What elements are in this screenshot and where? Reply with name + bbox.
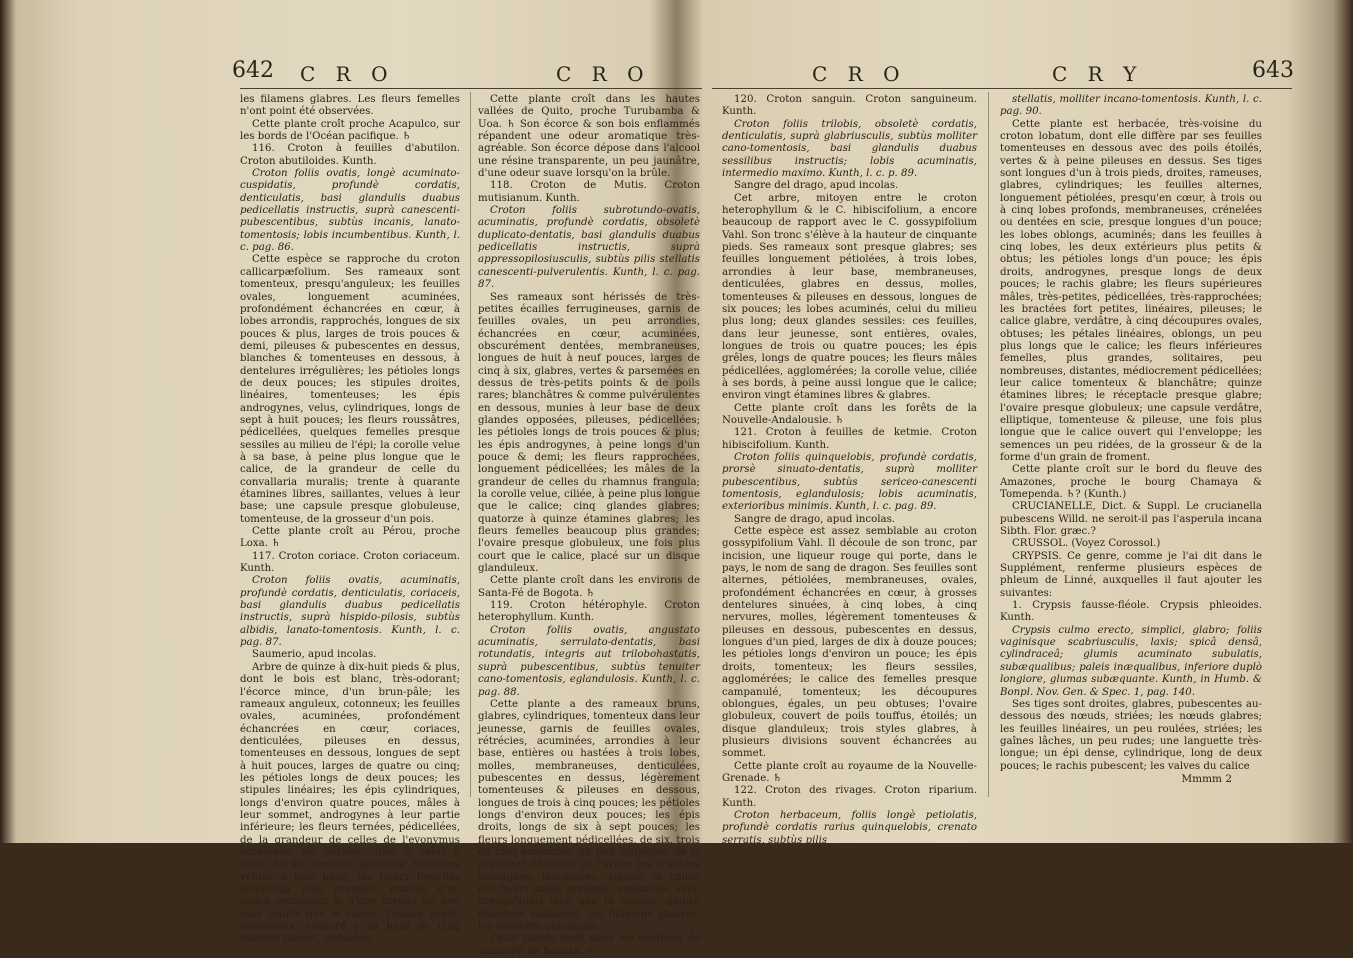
text-column-2 (1000, 94, 1262, 834)
paragraph: 118. Croton de Mutis. Croton mutisianum. Kunth. (478, 180, 700, 204)
paragraph: Cette espèce se rapproche du croton callicarpæfolium. Ses rameaux sont tomenteux, presqu'anguleux; les feuilles ovales, longuement acuminées, profondément échancrées en cœur, à lobes arrondis, rapprochés, longues de six pouces & plus, larges de trois pouces & demi, pileuses & pubescentes en dessus, blanches & tomenteuses en dessous, à dentelures irrégulières; les pétioles longs de deux pouces; les stipules droites, linéaires, tomenteuses; les épis androgynes, velus, cylindriques, longs de sept à huit pouces; les fleurs roussâtres, pédicellées, quelques femelles presque sessiles au milieu de l'épi; la corolle velue à sa base, à peine plus longue que le calice, de la grandeur de celle du convallaria muralis; trente à quarante étamines libres, saillantes, velues à leur base; une capsule presque globuleuse, tomenteuse, de la grosseur d'un pois. (240, 254, 460, 525)
latin-diagnosis: Croton foliis ovatis, acuminatis, profundè cordatis, denticulatis, coriaceis, basi glandulis duabus pedicellatis instructis, suprà hispido-pilosis, subtùs albidis, lanato-tomentosis. Kunth, l. c. pag. 87. (240, 575, 460, 649)
paragraph: Cette plante a des rameaux bruns, glabres, cylindriques, tomenteux dans leur jeunesse, garnis de feuilles ovales, rétrécies, acuminées, arrondies à leur base, entières ou hastées à trois lobes, molles, membraneuses, denticulées, pubescentes en dessus, légèrement tomenteuses & pileuses en dessous, longues de trois à cinq pouces; les pétioles longs d'environ deux pouces; les épis droits, longs de six à sept pouces; les fleurs longuement pédicellées, de six, trois ou cinq ensemble, un peu distantes, de la grandeur de celles de l'orme; les bractées oblongues, lancéolées, aiguës; le calice des fleurs mâles presque campanulé, velu, presqu'aussi long que la corolle; quinze étamines saillantes; les filamens glabres; les anthères oblongues. (478, 698, 700, 933)
paragraph: Cette plante croît dans les forêts de la Nouvelle-Andalousie. ♄ (722, 402, 977, 426)
paragraph: 116. Croton à feuilles d'abutilon. Croton abutiloides. Kunth. (240, 143, 460, 167)
paragraph: 122. Croton des rivages. Croton riparium. Kunth. (722, 785, 977, 809)
paragraph: Sangre de drago, apud incolas. (734, 513, 896, 525)
paragraph: Ses tiges sont droites, glabres, pubescentes au-dessous des nœuds, striées; les nœuds glabres; les feuilles linéaires, un peu roulées, striées; les gaînes lâches, un peu rudes; une languette très-longue; un épi dense, cylindrique, long de deux pouces; le rachis pubescent; les valves du calice (1000, 698, 1262, 772)
latin-diagnosis: Croton foliis ovatis, angustato acuminatis, serrulato-dentatis, basi rotundatis, integris aut trilobohastatis, suprà pubescentibus, subtùs tenuiter cano-tomentosis, eglandulosis. Kunth, l. c. pag. 88. (478, 624, 700, 698)
text-column-1 (240, 94, 460, 945)
latin-diagnosis: Crypsis culmo erecto, simplici, glabro; foliis vaginisque scabriusculis, laxis; spicâ densâ, cylindraceâ; glumis acuminato subulatis, subæqualibus; paleis inæqualibus, inferiore duplò longiore, glumas subæquante. Kunth, in Humb. & Bonpl. Nov. Gen. & Spec. 1, pag. 140. (1000, 624, 1262, 698)
paragraph: Cette plante croît sur le bord du fleuve des Amazones, proche le bourg Chamaya & Tomependa. ♄? (Kunth.) (1000, 464, 1262, 500)
paragraph: 1. Crypsis fausse-fléole. Crypsis phleoides. Kunth. (1000, 600, 1262, 624)
text-column-1 (722, 94, 977, 846)
latin-diagnosis: Croton herbaceum, foliis longè petiolatis, profundè cordatis rarius quinquelobis, crenato serratis, subtùs pilis (722, 809, 977, 846)
header-rule (240, 88, 702, 89)
paragraph: Cet arbre, mitoyen entre le croton heterophyllum & le C. hibiscifolium, a encore beaucoup de rapport avec le C. gossypifolium Vahl. Son tronc s'élève à la hauteur de cinquante pieds. Ses rameaux sont presque glabres; ses feuilles longuement pétiolées, à trois lobes, arrondies à leur base, membraneuses, denticulées, glabres en dessus, molles, tomenteuses & pileuses en dessous, longues de six pouces; les lobes acuminés, celui du milieu plus long; deux glandes sessiles: ces feuilles, dans leur jeunesse, sont entières, ovales, longues de trois ou quatre pouces; les épis grêles, longs de quatre pouces; les fleurs mâles pédicellées, agglomérées; la corolle velue, ciliée à ses bords, à peine aussi longue que le calice; environ vingt étamines libres & glabres. (722, 192, 977, 402)
running-header-right: C R O (556, 62, 651, 86)
paragraph: Saumerio, apud incolas. (252, 649, 377, 661)
text-column-2 (478, 94, 700, 957)
latin-diagnosis: Croton foliis ovatis, longè acuminato-cuspidatis, profundè cordatis, denticulatis, basi glandulis duabus pedicellatis instructis, suprà canescenti-pubescentibus, subtùs incanis, lanato-tomentosis; lobis incumbentibus. Kunth, l. c. pag. 86. (240, 168, 460, 254)
paragraph: 121. Croton à feuilles de ketmie. Croton hibiscifolium. Kunth. (722, 427, 977, 451)
paragraph: CRUSSOL. (Voyez Corossol.) (1012, 538, 1161, 550)
paragraph: Arbre de quinze à dix-huit pieds & plus, dont le bois est blanc, très-odorant; l'écorce mince, d'un brun-pâle; les rameaux anguleux, cotonneux; les feuilles ovales, acuminées, profondément échancrées en cœur, coriaces, denticulées, pileuses en dessus, tomenteuses en dessous, longues de sept à huit pouces, larges de quatre ou cinq; les pétioles longs de deux pouces; les stipules linéaires; les épis cylindriques, longs d'environ quatre pouces, mâles à leur sommet, androgynes à leur partie inférieure; les fleurs ternées, pédicellées, de la grandeur de celles de l'evonymus europæus; les pétales ciliés & velus à leurs bords; environ quarante étamines velues à leur base; les fleurs femelles beaucoup plus grandes, munies d'un calice persistant & d'une corolle un peu plus courte que le calice; l'ovaire ovale, tomenteux, entouré à sa base de cinq glandes jaunes, ondulées. (240, 661, 460, 945)
paragraph: 120. Croton sanguin. Croton sanguineum. Kunth. (722, 94, 977, 118)
paragraph: Cette plante croît dans les environs de Santa-Fé de Bogota. ♄ (478, 933, 700, 957)
paragraph: Cette espèce est assez semblable au croton gossypifolium Vahl. Il découle de son tronc, par incision, une liqueur rouge qui porte, dans le pays, le nom de sang de dragon. Ses feuilles sont alternes, pétiolées, membraneuses, ovales, profondément échancrées en cœur, à grosses dentelures sinuées, à cinq lobes, à cinq nervures, molles, légèrement tomenteuses & pileuses en dessous, pubescentes en dessus, longues d'un pied, larges de dix à douze pouces; les pétioles longs d'environ un pouce; les épis droits, tomenteux; les fleurs sessiles, agglomérées; le calice des femelles presque campanulé, tomenteux; les découpures oblongues, égales, un peu obtuses; l'ovaire globuleux, couvert de poils touffus, étoilés; un disque glanduleux; trois styles glabres, à plusieurs divisions souvent échancrées au sommet. (722, 526, 977, 760)
paragraph: CRYPSIS. Ce genre, comme je l'ai dit dans le Supplément, renferme plusieurs espèces de phleum de Linné, auxquelles il faut ajouter les suivantes: (1000, 550, 1262, 599)
paragraph: Cette plante croît au royaume de la Nouvelle-Grenade. ♄ (722, 760, 977, 784)
page-number: 642 (232, 58, 274, 83)
paragraph: 119. Croton hétérophyle. Croton heterophyllum. Kunth. (478, 600, 700, 624)
paragraph: Cette plante croît proche Acapulco, sur les bords de l'Océan pacifique. ♄ (240, 118, 460, 143)
paragraph: CRUCIANELLE, Dict. & Suppl. Le crucianella pubescens Willd. ne seroit-il pas l'asperula incana Sibth. Flor. græc.? (1000, 501, 1262, 538)
running-header-left: C R O (812, 62, 907, 86)
column-divider (988, 92, 989, 797)
paragraph: Ses rameaux sont hérissés de très-petites écailles ferrugineuses, garnis de feuilles ovales, un peu arrondies, échancrées en cœur, acuminées, obscurément dentées, membraneuses, longues de huit à neuf pouces, larges de cinq à six, glabres, vertes & parsemées en dessus de très-petits points & de poils rares; blanchâtres & comme pulvérulentes en dessous, munies à leur base de deux glandes opposées, pileuses, pédicellées; les pétioles longs de trois pouces & plus; les épis androgynes, à peine longs d'un pouce & demi; les fleurs rapprochées, longuement pédicellées; les mâles de la grandeur de celles du rhamnus frangula; la corolle velue, ciliée, à peine plus longue que le calice; cinq glandes glabres; quatorze à quinze étamines glabres; les fleurs femelles beaucoup plus grandes; l'ovaire presque globuleux, une fois plus court que le calice, placé sur un disque glanduleux. (478, 291, 700, 575)
header-rule (712, 88, 1292, 89)
latin-diagnosis: stellatis, molliter incano-tomentosis. Kunth, l. c. pag. 90. (1000, 94, 1262, 118)
page-number: 643 (1252, 58, 1294, 83)
left-page (232, 0, 700, 957)
paragraph: les filamens glabres. Les fleurs femelles n'ont point été observées. (240, 94, 460, 118)
column-divider (470, 92, 471, 797)
paragraph: Sangre del drago, apud incolas. (734, 180, 899, 192)
paragraph: Cette plante croît dans les environs de Santa-Fé de Bogota. ♄ (478, 575, 700, 599)
latin-diagnosis: Croton foliis trilobis, obsoletè cordatis, denticulatis, suprà glabriusculis, subtùs molliter cano-tomentosis, basi glandulis duabus sessilibus instructis; lobis acuminatis, intermedio maximo. Kunth, l. c. p. 89. (722, 118, 977, 180)
latin-diagnosis: Croton foliis subrotundo-ovatis, acuminatis, profundè cordatis, obsoletè duplicato-dentatis, basi glandulis duabus pedicellatis instructis, suprà appressopilosiusculis, subtùs pilis stellatis canescenti-pulverulentis. Kunth, l. c. pag. 87. (478, 205, 700, 291)
right-page (712, 0, 1312, 846)
paragraph: Cette plante croît dans les hautes vallées de Quito, proche Turubamba & Uoa. ♄ Son écorce & son bois enflammés répandent une odeur aromatique très-agréable. Son écorce dépose dans l'alcool une résine transparente, un peu jaunâtre, d'une odeur suave lorsqu'on la brûle. (478, 94, 700, 180)
paragraph: Cette plante est herbacée, très-voisine du croton lobatum, dont elle diffère par ses feuilles tomenteuses en dessous avec des poils étoilés, vertes & à peine pileuses en dessus. Ses tiges sont longues d'un à trois pieds, droites, rameuses, glabres, cylindriques; les feuilles alternes, longuement pétiolées, presqu'en cœur, à trois ou à cinq lobes profonds, membraneuses, crénelées ou dentées en scie, presque longues d'un pouce; les lobes oblongs, acuminés; dans les feuilles à cinq lobes, les deux extérieurs plus petits & obtus; les pétioles longs d'un pouce; les épis droits, androgynes, presque longs de deux pouces; le rachis glabre; les fleurs supérieures mâles, très-petites, pédicellées, très-rapprochées; les bractées fort petites, linéaires, pileuses; le calice glabre, verdâtre, à cinq découpures ovales, obtuses; les pétales linéaires, oblongs, un peu plus longs que le calice; les fleurs inférieures femelles, plus grandes, solitaires, peu nombreuses, distantes, médiocrement pédicellées; leur calice tomenteux & blanchâtre; quinze étamines libres; le réceptacle presque glabre; l'ovaire presque globuleux; une capsule verdâtre, elliptique, tomenteuse & pileuse, une fois plus longue que le calice ouvert qui l'enveloppe; les semences un peu ridées, de la grosseur & de la forme d'un grain de froment. (1000, 118, 1262, 463)
running-header-right: C R Y (1052, 62, 1144, 86)
paragraph: 117. Croton coriace. Croton coriaceum. Kunth. (240, 550, 460, 575)
signature-mark: Mmmm 2 (1181, 772, 1232, 785)
latin-diagnosis: Croton foliis quinquelobis, profundè cordatis, prorsè sinuato-dentatis, suprà molliter pubescentibus, subtùs sericeo-canescenti tomentosis, eglandulosis; lobis acuminatis, exterioribus minimis. Kunth, l. c. pag. 89. (722, 451, 977, 513)
running-header-left: C R O (300, 62, 395, 86)
paragraph: Cette plante croît au Pérou, proche Loxa. ♄ (240, 526, 460, 550)
